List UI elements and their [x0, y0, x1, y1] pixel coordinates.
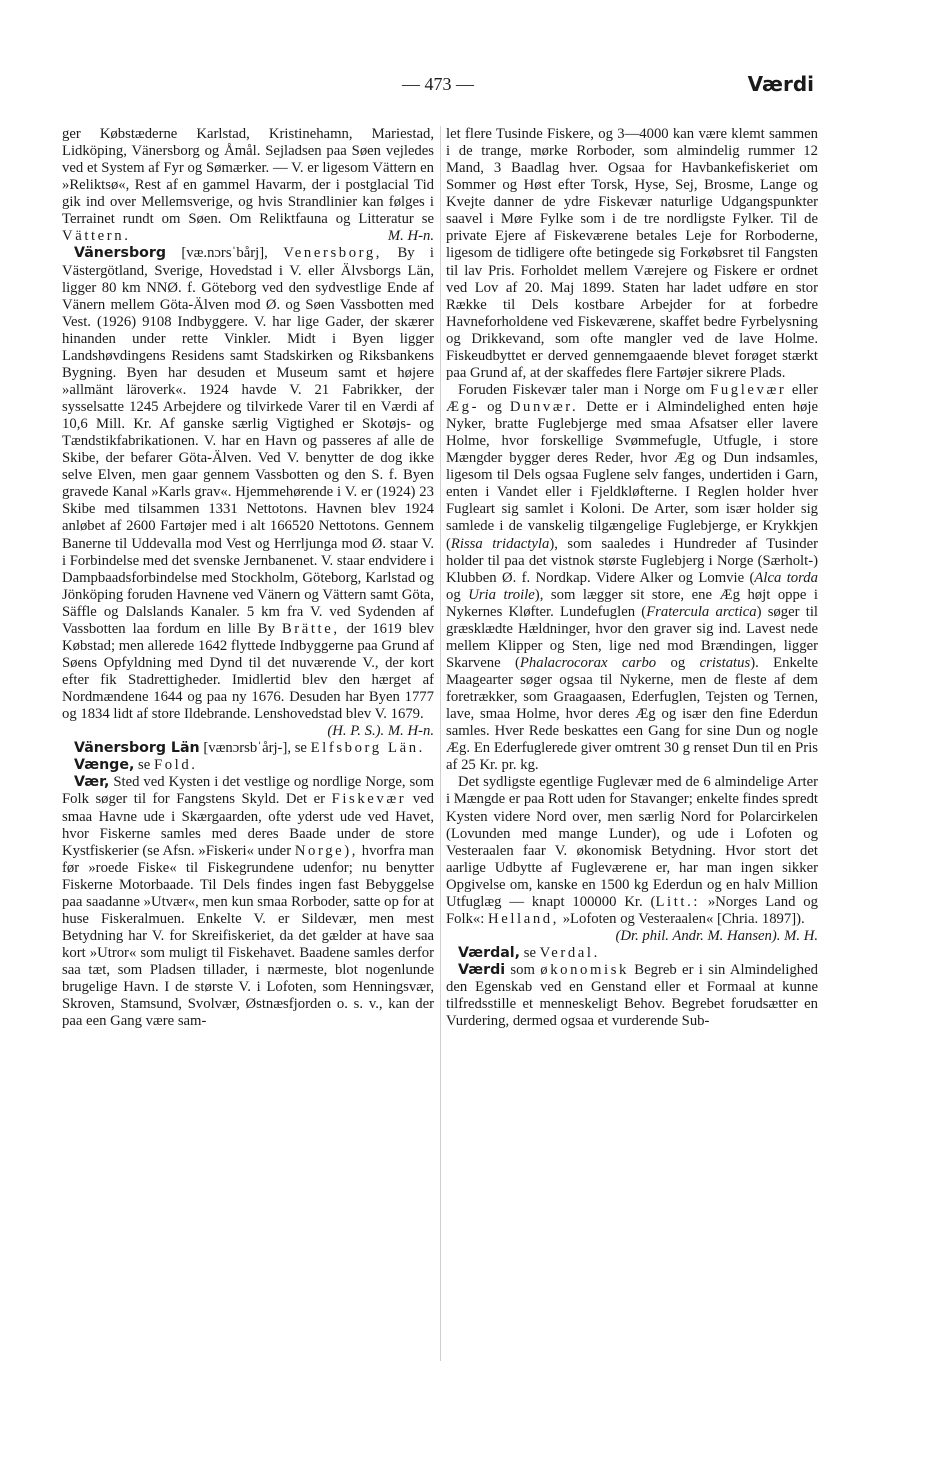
paragraph-text: ). Enkelte Maagearter søger ogsaa til Nykerne, men de fleste af dem foretrækker, som Graagaasen, Ederfuglen, Tejsten og Ternen, lave, smaa Holme, hvor deres Æg og især den fine Ederdun samles. Hver Rede beskattes een Gang for sine Dun og nogle Æg. En Ederfuglerede giver omtrent 30 g renset Dun til en Pris af 25 Kr. pr. kg. — [446, 654, 818, 774]
spaced-term: Dunvær. — [509, 399, 579, 415]
entry-vaerdal — [446, 945, 818, 962]
pronunciation: [væ.nɔrsˈbårj], — [181, 245, 268, 262]
latin-name: Phalacrocorax carbo — [519, 654, 657, 671]
paragraph-text: Foruden Fiskevær taler man i Norge om — [458, 381, 711, 398]
see-text: se — [134, 757, 154, 774]
entry-headword: Vänersborg — [74, 245, 166, 262]
entry-headword: Værdal, — [458, 945, 521, 961]
entry-headword: Vær, — [74, 774, 110, 791]
paragraph-text: »Norges Land og Folk«: — [446, 893, 818, 927]
paragraph-text: Sted ved Kysten i det vestlige og nordlige Norge, som Folk søger til for Fangstens Skyld. Det er — [62, 774, 434, 808]
entry-vanersborg-lan — [62, 740, 434, 757]
paragraph-text: Begreb er i sin Almindelighed den Egenskab ved en Genstand eller et Formaal at kunne tilfredsstille et menneskeligt Behov. Begrebet forudsætter en Vurdering, dermed ogsaa et vurderende Sub- — [446, 962, 818, 1030]
paragraph-text: eller — [786, 381, 818, 398]
paragraph-text: Dette er i Almindelighed enten høje Nyker, bratte Fuglebjerge med smaa Afsatser eller lavere Holme, hvor forskellige Svømmefugle, Utfugle, i store Mængder bygger deres Reder, hvor Æg og Dun indsamles, ligesom til Dels ogsaa Fuglene selv fanges, undertiden i Garn, enten i Vandet eller i Fjeldkløfterne. I Reglen holder hver Fugleart sig samlet i Koloni. De Arter, som især holder sig samlede i de vanskelig tilgængelige Fuglebjerge, er Krykkjen ( — [446, 399, 818, 552]
author-signature: M. H-n. — [387, 228, 434, 245]
paragraph-text: ger Købstæderne Karlstad, Kristinehamn, Mariestad, Lidköping, Vänersborg og Åmål. Sejladsen paa Søen vejledes ved et System af Fyr og Sømærker. — V. er ligesom Vättern en »Reliktsø«, Rest af en gammel Havarm, der i postglacial Tid gik ind over Mellemsverige, og hvis Strandlinier kan følges i Terrainet rundt om Søen. Om Reliktfauna og Litteratur se — [62, 126, 434, 228]
latin-name: cristatus — [699, 654, 751, 671]
latin-name: Fratercula arctica — [646, 603, 757, 620]
paragraph-text: ) søger til græsklædte Hældninger, hvor den graver sig ind. Lavest nede mellem Klipper og Sten, lige ned mod Brændingen, ligger Skarvene ( — [446, 603, 818, 671]
literature-label: Litt.: — [655, 893, 701, 910]
paragraph-text: ), som saaledes i Hundreder af Tusinder holder til paa det vistnok største Fuglebjerg i Norge (Særholt-) Klubben Ø. f. Nordkap. Videre Alker og Lomvie ( — [446, 535, 818, 586]
paragraph-text: og — [656, 654, 700, 671]
paragraph-text: og — [479, 399, 510, 415]
spaced-term: Brätte, — [281, 620, 340, 637]
cross-reference: Elfsborg Län. — [310, 740, 425, 757]
page-header — [62, 72, 814, 102]
entry-vanersborg — [62, 245, 434, 723]
cross-reference: Norge), — [294, 842, 359, 859]
see-text: se — [520, 945, 540, 961]
running-head: Værdi — [747, 72, 814, 96]
entry-vanern-continued — [62, 126, 434, 245]
paragraph-text: By i Västergötland, Sverige, Hovedstad i V. eller Älvsborgs Län, ligger 80 km NNØ. f. Göteborg ved den sydvestlige Ende af Vänern mellem Göta-Älven mod Ø. og Søen Vassbotten med Vest. (1926) 9108 Indbyggere. V. har lige Gader, der skærer hinanden under rette Vinkler. Midt i Byen ligger Landshøvdingens Residens samt Stadskirken og Riksbankens Bygning. Byen har desuden et Museum samt et højere »allmänt läroverk«. 1924 havde V. 21 Fabrikker, der sysselsatte 1245 Arbejdere og tilvirkede Varer til en Værdi af 10,6 Mill. Kr. Af ganske særlig Vigtighed er Skotøjs- og Tændstikfabrikationen. V. har en Havn og passeres af alle de Skibe, der befarer Göta-Älven. Ved V. benytter de dog ikke selve Elven, men gaar gennem Vassbotten og den S. f. Byen gravede Kanal »Karls grav«. Hjemmehørende i V. er (1924) 23 Skibe med tilsammen 1331 Nettotons. Havnen blev 1924 anløbet af 2600 Fartøjer med i alt 166520 Nettotons. Gennem Banerne til Uddevalla mod Vest og Herrljunga mod Ø. staar V. i Forbindelse med det svenske Jernbanenet. V. staar endvidere i Dampbaadsforbindelse med Stockholm, Göteborg, Karlstad og Jönköping foruden Havnene ved Vänern og Vättern samt Göta, Säffle og Dalslands Kanaler. 5 km fra V. ved Sydenden af Vassbotten laa fordum en lille By — [62, 245, 434, 637]
paragraph-fuglevaer — [446, 382, 818, 774]
cross-reference: Vättern. — [62, 228, 131, 245]
paragraph-text: »Lofoten og Vesteraalen« [Chria. 1897]). — [559, 910, 805, 927]
latin-name: Alca torda — [754, 569, 818, 586]
spaced-term: Fuglevær — [710, 381, 787, 398]
paragraph-text: som — [505, 962, 541, 979]
paragraph-text: hvorfra man før »roede Fiske« til Fiskegrundene udenfor; nu benytter Fiskerne Motorbaade. Til Dels findes ingen fast Bebyggelse paa saadanne »Utvær«, men kun smaa Rorboder, satte op for at huse Fiskeralmuen. Enkelte V. er Sildevær, men mest Betydning har V. for Skreifiskeriet, da det gælder at have saa kort »Utror« som muligt til Fiskehavet. Baadene samles derfor saa tæt, som Pladsen tillader, i nærmeste, blot nogenlunde brugelige Havn. I de største V. i Lofoten, som Henningsvær, Skroven, Stamsund, Svolvær, Østnæsfjorden o. s. v., kan der paa een Gang være sam- — [62, 842, 434, 1030]
paragraph-text: Det sydligste egentlige Fuglevær med de 6 almindelige Arter i Mængde er paa Rott uden for Stavanger; enkelte findes spredt Kysten videre Nord over, men særlig Nord for Polarcirkelen (Lovunden med mange Lunder), og ude i Lofoten og Vesteraalen faar V. økonomisk Betydning. Hvor stort det aarlige Udbytte af Fugleværene er, har man ingen sikker Opgivelse om, kanske en 1500 kg Ederdun og en halv Million Utfuglæg — knapt 100000 Kr. ( — [446, 774, 818, 910]
entry-vaenge — [62, 757, 434, 774]
paragraph-text: ved smaa Havne ude i Skærgaarden, ofte yderst ude ved Havet, hvor Fiskerne samles med deres Baade under de store Kystfiskerier (se Afsn. »Fiskeri« under — [62, 791, 434, 859]
left-column — [62, 126, 434, 1376]
cross-reference: Verdal. — [539, 945, 600, 961]
entry-headword: Værdi — [458, 962, 506, 979]
spaced-term: Æg- — [446, 399, 480, 415]
paragraph-text: ), som lægger sit store, ene Æg højt oppe i Nykernes Kløfter. Lundefuglen ( — [446, 586, 818, 620]
entry-vaerdi — [446, 962, 818, 1030]
latin-name: Rissa tridactyla — [450, 535, 550, 552]
column-divider — [440, 126, 441, 1361]
paragraph-text: der 1619 blev Købstad; men allerede 1642 flyttede Indbyggerne paa Grund af Søens Opfyldning med Dynd til det nuværende V., der kort efter fik Stadrettigheder. Imidlertid blev den hærget af Nordmændene 1644 og paa ny 1676. Desuden har Byen 1777 og 1834 lidt af store Ildebrande. Lenshovedstad blev V. 1679. — [62, 620, 434, 723]
see-text: se — [291, 740, 311, 757]
author-signature: (Dr. phil. Andr. M. Hansen). M. H. — [615, 927, 818, 944]
alternate-name: Venersborg, — [283, 245, 383, 262]
entry-headword: Vänersborg Län — [74, 740, 200, 757]
author-name: Helland, — [488, 910, 560, 927]
right-column — [446, 126, 818, 1376]
cross-reference: Fold. — [153, 757, 198, 774]
latin-name: Uria troile — [468, 586, 535, 603]
spaced-term: økonomisk — [540, 962, 629, 979]
author-signature: (H. P. S.). M. H-n. — [327, 723, 434, 740]
pronunciation: [vænɔrsbˈårj-], — [203, 740, 292, 757]
entry-vaer — [62, 774, 434, 1030]
entry-vaer-continued: let flere Tusinde Fiskere, og 3—4000 kan være klemt sammen i de trange, mørke Rorboder, som almindelig rummer 12 Mand, 3 Baadlag hver. Ogsaa for Havbankefiskeriet om Sommer og Høst efter Torsk, Hyse, Sej, Brosme, Lange og Kvejte danner de ydre Fiskevær naturlige Udgangspunkter saavel i Møre Fylke som i de tre nordligste Fylker. Til de private Ejere af Fiskeværene betales Leje for Rorboderne, ligesom de tidligere ofte betingede sig Forkøbsret til Fangsten til lav Pris. Forholdet mellem Værejere og Fiskere er ordnet ved Lov af 20. Maj 1899. Staten har ladet udføre en stor Række til Dels kostbare Arbejder for at forbedre Havneforholdene ved Fiskeværene, skaffet bedre Fyrbelysning og Drikkevand, som ofte mangler ved de lave Holme. Fiskeudbyttet er derved gennemgaaende blevet forøget stærkt paa Grund af, at der skaffedes flere Fartøjer sikrere Plads. — [446, 126, 818, 381]
spaced-term: Fiskevær — [331, 791, 407, 808]
paragraph-text: og — [446, 586, 469, 603]
paragraph-sydligste — [446, 774, 818, 928]
page-number: — 473 — — [402, 74, 474, 94]
entry-headword: Vænge, — [74, 757, 135, 774]
